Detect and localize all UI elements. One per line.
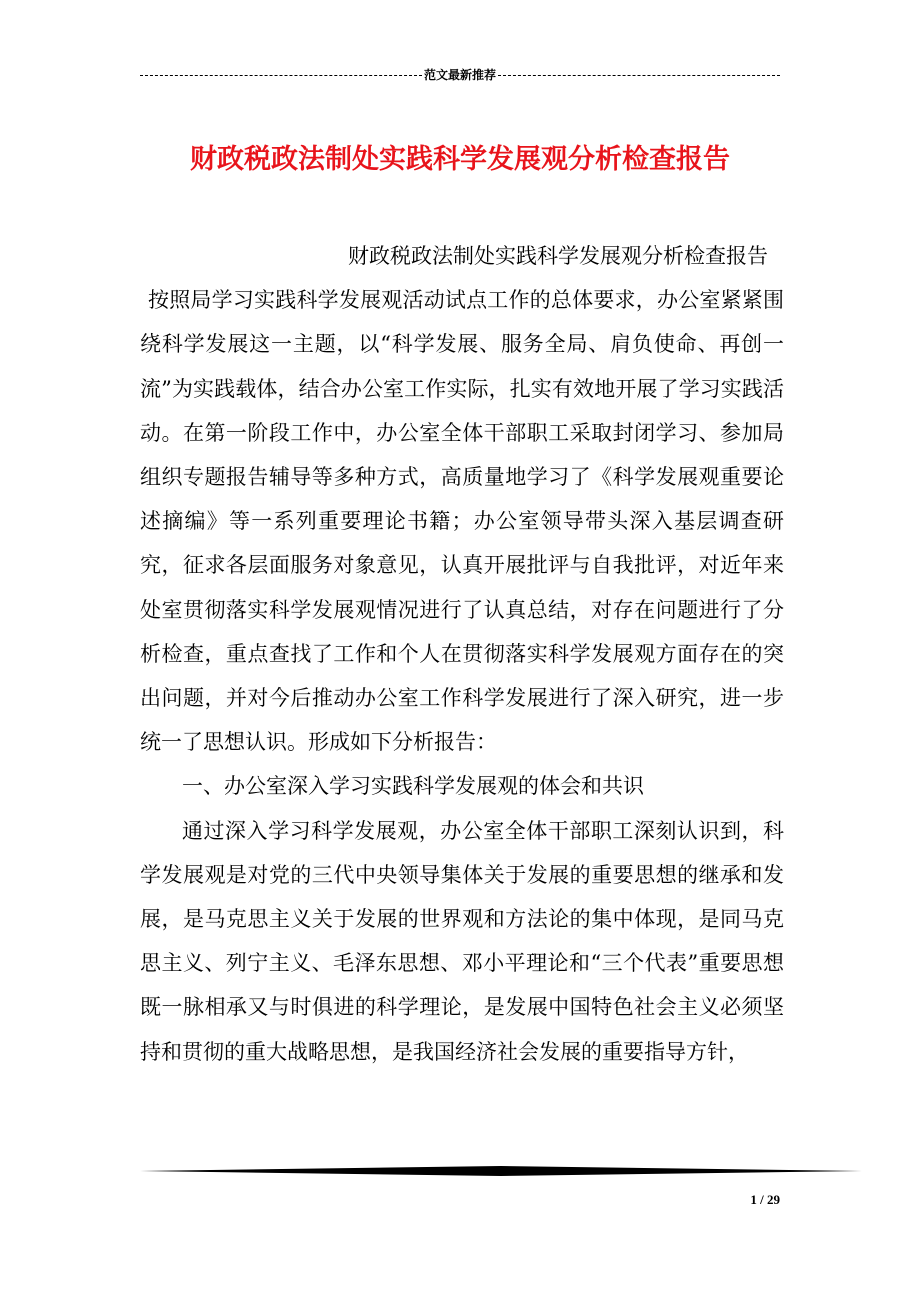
page-header — [140, 66, 780, 84]
header-dash-right — [498, 75, 780, 76]
page-number: 1 / 29 — [750, 1192, 780, 1207]
paragraph-2: 通过深入学习科学发展观，办公室全体干部职工深刻认识到，科学发展观是对党的三代中央领导集体关于发展的重要思想的继承和发展，是马克思主义关于发展的世界观和方法论的集中体现，是同马克思主义、列宁主义、毛泽东思想、邓小平理论和“三个代表”重要思想既一脉相承又与时俱进的科学理论，是发展中国特色社会主义必须坚持和贯彻的重大战略思想，是我国经济社会发展的重要指导方针， — [140, 818, 784, 1064]
document-subtitle: 财政税政法制处实践科学发展观分析检查报告 — [348, 244, 768, 268]
header-label: 范文最新推荐 — [424, 68, 497, 82]
header-dash-left — [140, 75, 422, 76]
document-body — [140, 234, 784, 1074]
section-heading-1: 一、办公室深入学习实践科学发展观的体会和共识 — [182, 774, 644, 799]
document-title: 财政税政法制处实践科学发展观分析检查报告 — [190, 144, 730, 176]
paragraph-1: 按照局学习实践科学发展观活动试点工作的总体要求，办公室紧紧围绕科学发展这一主题，以“科学发展、服务全局、肩负使命、再创一流”为实践载体，结合办公室工作实际，扎实有效地开展了学习实践活动。在第一阶段工作中，办公室全体干部职工采取封闭学习、参加局组织专题报告辅导等多种方式，高质量地学习了《科学发展观重要论述摘编》等一系列重要理论书籍；办公室领导带头深入基层调查研究，征求各层面服务对象意见，认真开展批评与自我批评，对近年来处室贯彻落实科学发展观情况进行了认真总结，对存在问题进行了分析检查，重点查找了工作和个人在贯彻落实科学发展观方面存在的突出问题，并对今后推动办公室工作科学发展进行了深入研究，进一步统一了思想认识。形成如下分析报告： — [140, 288, 784, 755]
footer-rule — [140, 1166, 862, 1176]
